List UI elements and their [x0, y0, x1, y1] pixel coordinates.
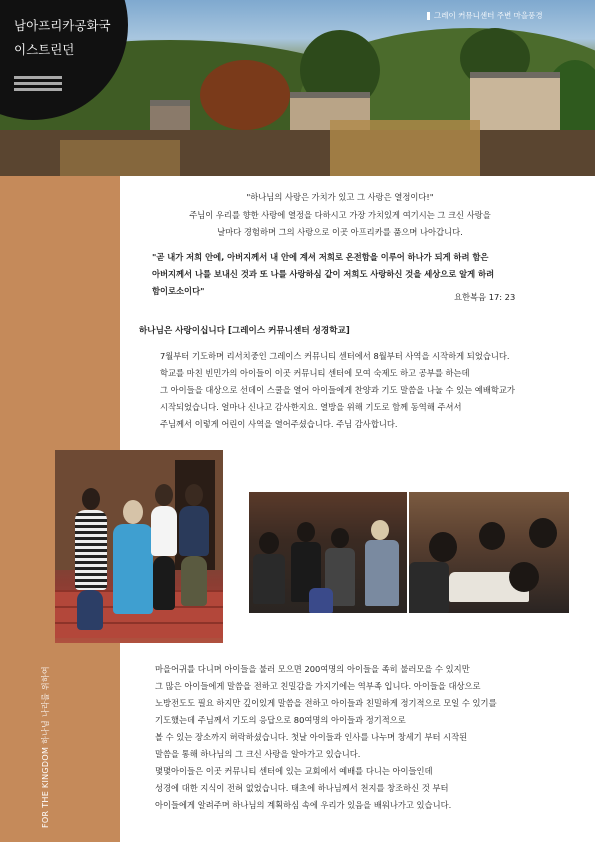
children-classroom-photos: [249, 492, 569, 613]
verse-line-2: 아버지께서 나를 보내신 것과 또 나를 사랑하심 같이 저희도 사랑하신 것을 세상으로 알게 하려: [152, 269, 495, 279]
group-photo: [55, 450, 223, 643]
intro-line-3: 날마다 경험하며 그의 사랑으로 이곳 아프리카를 품으며 나아갑니다.: [217, 227, 463, 237]
corner-subtitle-lines: [14, 76, 62, 94]
location-title-city: 이스트린던: [14, 42, 75, 57]
verse-line-1: "곧 내가 저희 안에, 아버지께서 내 안에 계셔 저희로 온전함을 이루어 하나가 되게 하려 함은: [152, 252, 489, 262]
section-heading: 하나님은 사랑이십니다 [그레이스 커뮤니센터 성경학교]: [139, 326, 350, 336]
body1-line: 그 아이들을 대상으로 선데이 스쿨을 열어 아이들에게 찬양과 기도 말씀을 나눌 수 있는 예배학교가: [160, 385, 515, 395]
sidebar-vertical-text: FOR THE KINGDOM 하나님 나라를 위하여: [41, 666, 50, 828]
classroom-photo-left: [249, 492, 407, 613]
intro-line-2: 주님이 우리를 향한 사랑에 열정을 다하시고 가장 가치있게 여기시는 그 크신 사랑을: [189, 210, 491, 220]
body2-line: 볼 수 있는 장소까지 허락하셨습니다. 첫날 아이들과 인사를 나누며 창세기 부터 시작된: [155, 732, 468, 742]
body2-line: 기도했는데 주님께서 기도의 응답으로 80여명의 아이들과 정기적으로: [155, 715, 406, 725]
verse-reference: 요한복음 17: 23: [454, 292, 516, 302]
photo-caption-text: 그레이 커뮤니센터 주변 마을풍경: [434, 11, 543, 20]
photo-caption: [427, 10, 543, 21]
body2-line: 아이들에게 알려주며 하나님의 계획하심 속에 우리가 있음을 배워나가고 있습니다.: [155, 800, 452, 810]
body2-line: 성경에 대한 지식이 전혀 없었습니다. 태초에 하나님께서 천지를 창조하신 것 부터: [155, 783, 449, 793]
body2-line: 몇몇아이들은 이곳 커뮤니티 센터에 있는 교회에서 예배를 다니는 아이들인데: [155, 766, 433, 776]
body1-line: 시작되었습니다. 얼마나 신나고 감사한지요. 열방을 위해 기도로 함께 동역해 주셔서: [160, 402, 462, 412]
body2-line: 말씀을 통해 하나님의 그 크신 사랑을 알아가고 있습니다.: [155, 749, 361, 759]
verse-line-3: 함이로소이다": [152, 286, 205, 296]
village-landscape-photo: [0, 0, 595, 176]
body1-line: 주님께서 이렇게 어린이 사역을 열어주셨습니다. 주님 감사합니다.: [160, 419, 398, 429]
intro-quote: "하나님의 사랑은 가치가 있고 그 사랑은 열정이다!": [246, 192, 434, 202]
body1-line: 학교를 마친 빈민가의 아이들이 이곳 커뮤니티 센터에 모여 숙제도 하고 공부를 하는데: [160, 368, 470, 378]
body2-line: 그 많은 아이들에게 말씀을 전하고 친밀감을 가지기에는 역부족 입니다. 아이들을 대상으로: [155, 681, 481, 691]
body1-line: 7월부터 기도하며 리서치중인 그레이스 커뮤니티 센터에서 8월부터 사역을 시작하게 되었습니다.: [160, 351, 510, 361]
body2-line: 마을어귀를 다니며 아이들을 불러 모으면 200여명의 아이들을 족히 불러모을 수 있지만: [155, 664, 470, 674]
body2-line: 노방전도도 필요 하지만 깊이있게 말씀을 전하고 아이들과 친밀하게 정기적으로 모일 수 있기를: [155, 698, 497, 708]
classroom-photo-right: [409, 492, 569, 613]
location-title-country: 남아프리카공화국: [14, 18, 111, 33]
